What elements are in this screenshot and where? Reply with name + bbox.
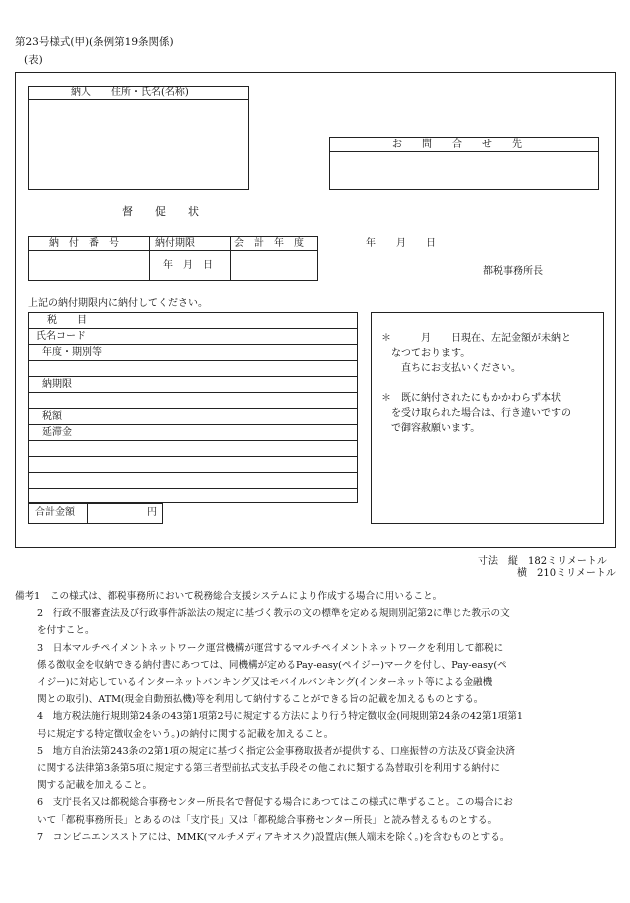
detail-row-name-code: 氏名コード [36, 331, 86, 342]
notice-line-1: ＊ 月 日現在、左記金額が未納と [381, 333, 571, 344]
info-col-number: 納 付 番 号 [49, 238, 119, 249]
note-5-cont-1: に関する法律第3条第5項に規定する第三者型前払式支払手段その他これに類する為替取引を利用する納付に [37, 763, 501, 775]
taxpayer-label: 納人 住所・氏名(名称) [71, 87, 189, 98]
note-5: 5 地方自治法第243条の2第1項の規定に基づく指定公金事務取扱者が提供する、口座振替の方法及び資金決済 [37, 745, 515, 757]
detail-row-tax-amount: 税額 [42, 411, 62, 422]
notice-line-6: で御容赦願います。 [391, 423, 481, 434]
detail-row-year-period: 年度・期別等 [42, 347, 102, 358]
document-title: 督 促 状 [122, 205, 199, 218]
total-unit: 円 [147, 507, 157, 518]
info-col-deadline: 納付期限 [155, 238, 195, 249]
payment-instruction: 上記の納付期限内に納付してください。 [28, 298, 208, 309]
taxpayer-box [28, 86, 249, 190]
note-7: 7 コンビニエンスストアには、MMK(マルチメディアキオスク)設置店(無人端末を除く。)を含むものとする。 [37, 831, 510, 843]
note-4-cont: 号に規定する特定徴収金をいう。)の納付に関する記載を加えること。 [37, 728, 334, 740]
dimension-horizontal: 横 210ミリメートル [517, 568, 616, 579]
note-3-cont-2: イジー)に対応しているインターネットバンキング又はモバイルバンキング(インターネット等による金融機 [37, 677, 493, 689]
note-4: 4 地方税法施行規則第24条の43第1項第2号に規定する方法により行う特定徴収金(同規則第24条の42第1項第1 [37, 711, 524, 723]
info-table [28, 236, 318, 281]
info-deadline-date: 年 月 日 [163, 260, 213, 271]
notice-line-4: ＊ 既に納付されたにもかかわらず本状 [381, 393, 561, 404]
note-2-cont: を付すこと。 [37, 625, 95, 637]
note-3-cont-1: 係る徴収金を収納できる納付書にあつては、同機構が定めるPay-easy(ペイジー)マークを付し、Pay-easy(ペ [37, 659, 507, 671]
total-box [28, 503, 163, 524]
notice-line-5: を受け取られた場合は、行き違いですの [391, 408, 571, 419]
total-label: 合計金額 [35, 507, 75, 518]
detail-row-late-fee: 延滞金 [42, 427, 72, 438]
note-6: 6 支庁長名又は都税総合事務センター所長名で督促する場合にあつてはこの様式に準ずること。この場合にお [37, 797, 513, 809]
detail-row-tax-item: 税 目 [47, 315, 87, 326]
issuer-name: 都税事務所長 [483, 266, 543, 277]
notice-line-2: なつております。 [391, 348, 471, 359]
detail-table [28, 312, 358, 503]
note-5-cont-2: 関する記載を加えること。 [37, 780, 153, 792]
dimension-vertical: 寸法 縦 182ミリメートル [478, 556, 607, 567]
note-1: 備考1 この様式は、都税事務所において税務総合支援システムにより作成する場合に用いること。 [15, 591, 443, 602]
inquiry-box [329, 137, 599, 190]
note-3: 3 日本マルチペイメントネットワーク運営機構が運営するマルチペイメントネットワークを利用して都税に [37, 642, 504, 654]
notes-section [15, 588, 615, 846]
inquiry-label: お 問 合 せ 先 [392, 139, 522, 150]
note-6-cont: いて「都税事務所長」とあるのは「支庁長」又は「都税総合事務センター所長」と読み替えるものとする。 [37, 814, 498, 826]
notice-line-3: 直ちにお支払いください。 [401, 363, 521, 374]
notice-box [371, 312, 604, 524]
form-side: (表) [24, 54, 43, 66]
info-col-fiscal-year: 会 計 年 度 [234, 238, 304, 249]
detail-row-due-date: 納期限 [42, 379, 72, 390]
issue-date: 年 月 日 [366, 238, 436, 249]
form-number: 第23号様式(甲)(条例第19条関係) [15, 36, 174, 48]
note-2: 2 行政不服審査法及び行政事件訴訟法の規定に基づく教示の文の標準を定める規則別記第2に準じた教示の文 [37, 608, 510, 620]
note-3-cont-3: 関との取引)、ATM(現金自動預払機)等を利用して納付することができる旨の記載を加えるものとする。 [37, 694, 484, 706]
